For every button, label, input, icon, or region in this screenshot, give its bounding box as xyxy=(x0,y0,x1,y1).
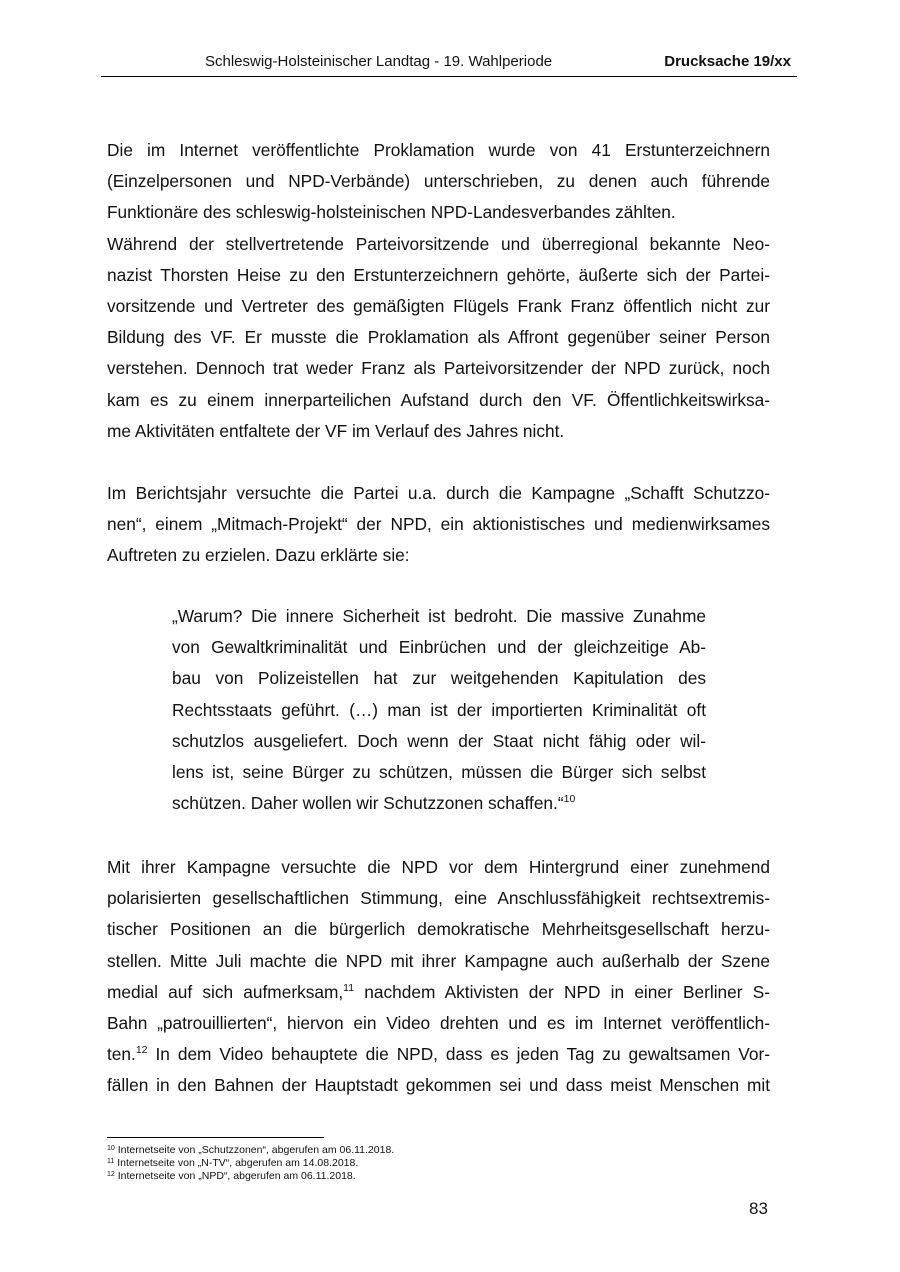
footnote-ref-12[interactable]: 12 xyxy=(135,1044,148,1057)
footnote-10 xyxy=(107,1144,394,1157)
footnote-11 xyxy=(107,1157,394,1170)
quote-line: bau von Polizeistellen hat zur weitgehenden Kapitulation des xyxy=(172,668,706,689)
footnote-number: 10 xyxy=(107,1145,115,1152)
text-line: (Einzelpersonen und NPD-Verbände) unterschrieben, zu denen auch führende xyxy=(107,171,770,192)
text-line: tischer Positionen an die bürgerlich demokratische Mehrheitsgesellschaft herzu- xyxy=(107,919,770,940)
paragraph-proclamation xyxy=(107,135,770,447)
line7-end: In dem Video behauptete die NPD, dass es jeden Tag zu gewaltsamen Vor- xyxy=(147,1044,770,1065)
quote-line xyxy=(172,788,706,819)
footnote-ref-11[interactable]: 11 xyxy=(343,981,355,994)
quote-line: schutzlos ausgeliefert. Doch wenn der Staat nicht fähig oder wil- xyxy=(172,730,706,751)
page-header xyxy=(101,50,797,77)
text-line: nen“, einem „Mitmach-Projekt“ der NPD, ein aktionistisches und medienwirksames xyxy=(107,514,770,535)
footnote-12 xyxy=(107,1170,394,1183)
page-number: 83 xyxy=(749,1199,768,1218)
text-line: nazist Thorsten Heise zu den Erstunterzeichnern gehörte, äußerte sich der Partei- xyxy=(107,264,770,285)
footnote-text: Internetseite von „NPD“, abgerufen am 06.11.2018. xyxy=(117,1170,356,1182)
line5-start: medial auf sich aufmerksam, xyxy=(107,981,344,1002)
quote-line: von Gewaltkriminalität und Einbrüchen und der gleichzeitige Ab- xyxy=(172,637,706,658)
text-line: fällen in den Bahnen der Hauptstadt gekommen sei und dass meist Menschen mit xyxy=(107,1075,770,1096)
text-line: Während der stellvertretende Parteivorsitzende und überregional bekannte Neo- xyxy=(107,233,770,254)
text-line xyxy=(107,977,770,1008)
footnote-text: Internetseite von „Schutzzonen“, abgerufen am 06.11.2018. xyxy=(117,1144,395,1156)
document-number: Drucksache 19/xx xyxy=(664,53,791,70)
footnote-ref-10[interactable]: 10 xyxy=(563,793,576,806)
footnote-separator xyxy=(107,1137,324,1138)
quote-line: lens ist, seine Bürger zu schützen, müssen die Bürger sich selbst xyxy=(172,762,706,783)
text-line: polarisierten gesellschaftlichen Stimmung, eine Anschlussfähigkeit rechtsextremis- xyxy=(107,888,770,909)
quote-line: „Warum? Die innere Sicherheit ist bedroht. Die massive Zunahme xyxy=(172,606,706,626)
paragraph-campaign xyxy=(107,478,770,572)
text-line: Im Berichtsjahr versuchte die Partei u.a. durch die Kampagne „Schafft Schutzzo- xyxy=(107,483,770,503)
block-quote xyxy=(172,601,706,819)
text-line: Bahn „patrouillierten“, hiervon ein Video drehten und es im Internet veröffentlich- xyxy=(107,1013,770,1034)
quote-line: Rechtsstaats geführt. (…) man ist der importierten Kriminalität oft xyxy=(172,699,706,720)
text-line: Die im Internet veröffentlichte Proklamation wurde von 41 Erstunterzeichnern xyxy=(107,140,770,160)
text-line: Funktionäre des schleswig-holsteinischen NPD-Landesverbandes zählten. xyxy=(107,202,676,223)
text-line: verstehen. Dennoch trat weder Franz als Parteivorsitzender der NPD zurück, noch xyxy=(107,358,770,379)
line7-start: ten. xyxy=(107,1044,136,1065)
text-line: Auftreten zu erzielen. Dazu erklärte sie: xyxy=(107,545,410,566)
line5-end: nachdem Aktivisten der NPD in einer Berliner S- xyxy=(354,981,770,1002)
text-line: kam es zu einem innerparteilichen Aufstand durch den VF. Öffentlichkeitswirksa- xyxy=(107,389,770,410)
footnotes xyxy=(107,1144,394,1183)
quote-last-text: schützen. Daher wollen wir Schutzzonen schaffen.“ xyxy=(172,793,564,814)
text-line xyxy=(107,1039,770,1070)
text-line: stellen. Mitte Juli machte die NPD mit ihrer Kampagne auch außerhalb der Szene xyxy=(107,950,770,971)
footnote-number: 12 xyxy=(107,1171,115,1178)
footnote-number: 11 xyxy=(107,1158,115,1165)
text-line: Bildung des VF. Er musste die Proklamation als Affront gegenüber seiner Person xyxy=(107,327,770,348)
text-line: me Aktivitäten entfaltete der VF im Verlauf des Jahres nicht. xyxy=(107,420,565,441)
header-title: Schleswig-Holsteinischer Landtag - 19. Wahlperiode xyxy=(205,53,553,70)
footnote-text: Internetseite von „N-TV“, abgerufen am 14.08.2018. xyxy=(117,1157,359,1169)
paragraph-kampagne-detail xyxy=(107,852,770,1102)
text-line: vorsitzende und Vertreter des gemäßigten Flügels Frank Franz öffentlich nicht zur xyxy=(107,296,770,317)
text-line: Mit ihrer Kampagne versuchte die NPD vor dem Hintergrund einer zunehmend xyxy=(107,857,770,877)
